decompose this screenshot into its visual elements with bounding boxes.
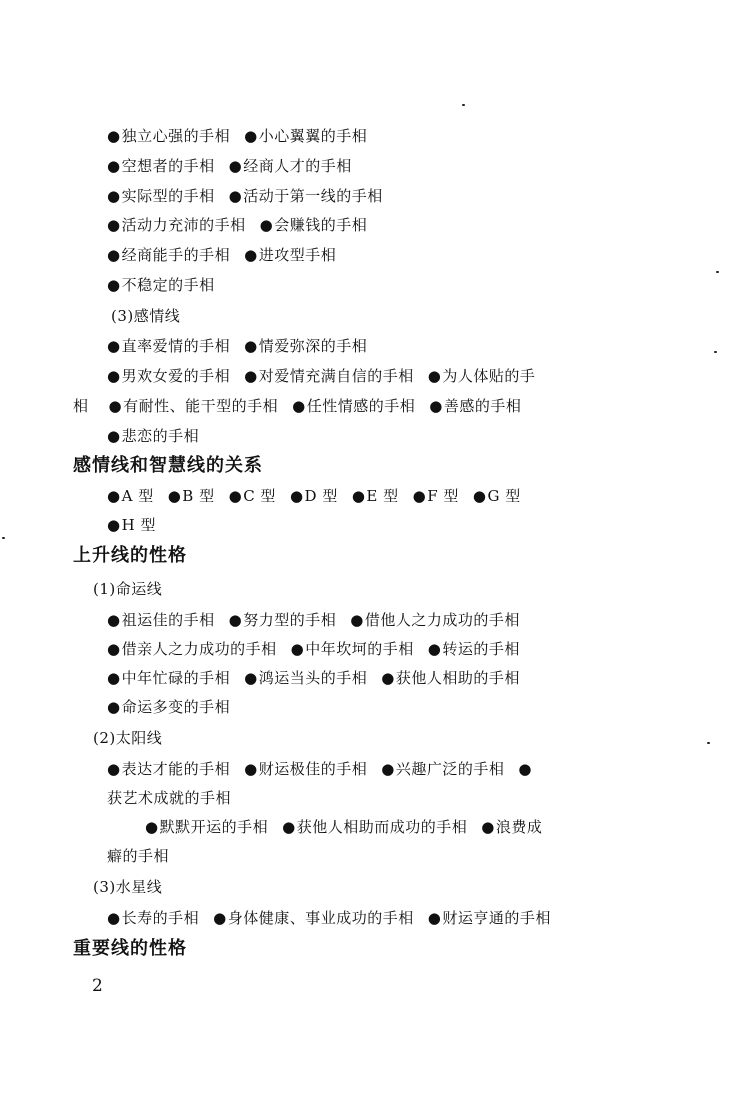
text-line [107,486,521,506]
list-item: D 型 [304,487,338,505]
bullet-icon: ● [244,337,258,355]
bullet-icon: ● [228,487,243,505]
list-item: 直率爱情的手相 [121,337,231,355]
section-heading: 感情线和智慧线的关系 [73,455,263,476]
section-heading: 上升线的性格 [73,545,187,566]
bullet-icon: ● [107,127,121,145]
list-item: 空想者的手相 [121,157,215,175]
text-line [107,515,156,535]
text-line [107,610,520,630]
bullet-icon: ● [244,246,258,264]
text-line [107,126,367,146]
bullet-icon: ● [167,487,182,505]
bullet-icon: ● [427,640,442,658]
bullet-icon: ● [107,187,121,205]
list-item: 进攻型手相 [258,246,337,264]
bullet-icon: ● [351,487,366,505]
list-item: 善感的手相 [443,397,522,415]
list-item: 财运亨通的手相 [442,909,551,927]
text-line [107,336,367,356]
list-item: 有耐性、能干型的手相 [123,397,279,415]
list-item: 为人体贴的手 [442,367,536,385]
bullet-icon: ● [228,611,243,629]
bullet-icon: ● [350,611,364,629]
list-item: C 型 [243,487,276,505]
list-item: 借他人之力成功的手相 [364,611,520,629]
scan-speck [707,742,710,744]
bullet-icon: ● [381,760,395,778]
bullet-icon: ● [244,669,258,687]
bullet-icon: ● [107,427,121,445]
list-item: 努力型的手相 [243,611,337,629]
bullet-icon: ● [228,187,243,205]
text-line [107,366,535,386]
text-line [107,788,231,808]
list-item: 任性情感的手相 [306,397,416,415]
list-item: E 型 [366,487,399,505]
list-item: 中年坎坷的手相 [305,640,414,658]
text-line [107,697,230,717]
bullet-icon: ● [107,367,121,385]
text-line [107,426,199,446]
text-line [107,668,520,688]
list-item: 获艺术成就的手相 [107,789,232,807]
list-item: G 型 [487,487,521,505]
text-line [145,817,542,837]
bullet-icon: ● [289,487,304,505]
list-item: 默默开运的手相 [159,818,269,836]
list-item: 借亲人之力成功的手相 [121,640,277,658]
bullet-icon: ● [290,640,305,658]
text-line [73,396,521,416]
list-item: 活动于第一线的手相 [243,187,383,205]
list-item: 鸿运当头的手相 [258,669,368,687]
bullet-icon: ● [244,127,258,145]
page-number: 2 [92,976,103,996]
text-line [107,186,383,206]
list-item: 男欢女爱的手相 [121,367,231,385]
bullet-icon: ● [259,216,274,234]
text-line [107,156,352,176]
list-item: 获他人相助的手相 [395,669,520,687]
bullet-icon: ● [244,367,258,385]
bullet-icon: ● [107,157,121,175]
text-line [107,215,367,235]
list-item: 经商能手的手相 [121,246,231,264]
list-item: 情爱弥深的手相 [258,337,368,355]
bullet-icon: ● [107,698,121,716]
bullet-icon: ● [472,487,487,505]
bullet-icon: ● [427,909,442,927]
bullet-icon: ● [107,611,121,629]
list-item: 长寿的手相 [121,909,200,927]
section-label: (2)太阳线 [93,729,163,747]
list-item: A 型 [121,487,154,505]
bullet-icon: ● [108,397,123,415]
list-item: 财运极佳的手相 [258,760,368,778]
bullet-icon: ● [107,276,121,294]
bullet-icon: ● [107,909,121,927]
bullet-icon: ● [107,640,121,658]
list-item: 浪费成 [495,818,543,836]
list-item: 会赚钱的手相 [274,216,368,234]
bullet-icon: ● [228,157,243,175]
list-item: 中年忙碌的手相 [121,669,231,687]
section-heading: 重要线的性格 [73,938,187,959]
bullet-icon: ● [429,397,443,415]
bullet-icon: ● [427,367,442,385]
list-item: 实际型的手相 [121,187,215,205]
list-item: 兴趣广泛的手相 [395,760,505,778]
bullet-icon: ● [145,818,159,836]
text-line [107,639,520,659]
scan-speck [714,351,717,353]
list-item: 活动力充沛的手相 [121,216,246,234]
bullet-icon: ● [412,487,427,505]
list-item: 祖运佳的手相 [121,611,215,629]
bullet-icon: ● [107,337,121,355]
bullet-icon: ● [107,487,121,505]
bullet-icon: ● [107,516,121,534]
scan-speck [462,104,465,106]
bullet-icon: ● [107,216,121,234]
bullet-icon: ● [107,760,121,778]
list-item: 经商人才的手相 [243,157,352,175]
list-item: 命运多变的手相 [121,698,231,716]
list-item: 不稳定的手相 [121,276,215,294]
bullet-icon: ● [282,818,296,836]
text-line [107,846,169,866]
text-line [107,759,533,779]
list-item: 表达才能的手相 [121,760,231,778]
bullet-icon: ● [292,397,306,415]
text-line [107,908,551,928]
list-item: 获他人相助而成功的手相 [296,818,468,836]
list-item: F 型 [427,487,459,505]
scan-speck [2,537,5,539]
section-label: (3)感情线 [111,307,181,325]
list-item: 癖的手相 [107,847,170,865]
list-item: H 型 [121,516,156,534]
list-item: 小心翼翼的手相 [258,127,368,145]
scan-speck [716,271,719,273]
bullet-icon: ● [381,669,395,687]
list-item: B 型 [182,487,215,505]
bullet-icon: ● [244,760,258,778]
bullet-icon: ● [481,818,495,836]
bullet-icon: ● [107,669,121,687]
list-item: 身体健康、事业成功的手相 [227,909,414,927]
bullet-icon: ● [107,246,121,264]
bullet-icon: ● [518,760,532,778]
list-item: 独立心强的手相 [121,127,231,145]
list-item: 转运的手相 [442,640,520,658]
list-item: 对爱情充满自信的手相 [258,367,414,385]
text-line [107,245,336,265]
list-item: 悲恋的手相 [121,427,200,445]
section-label: (3)水星线 [93,878,163,896]
bullet-icon: ● [213,909,227,927]
text-line [107,275,215,295]
section-label: (1)命运线 [93,580,163,598]
list-item: 相 [73,397,89,415]
